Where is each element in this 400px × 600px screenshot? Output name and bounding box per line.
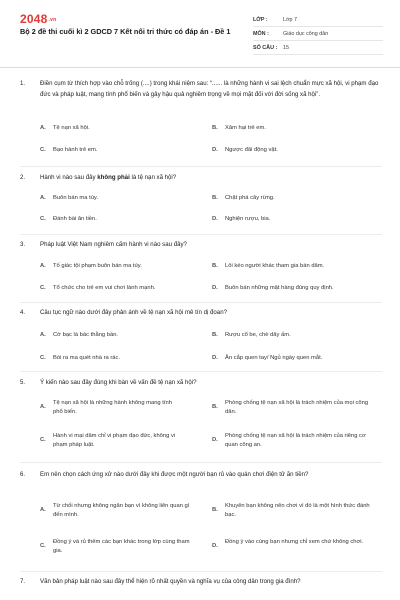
meta-value: Giáo dục công dân — [283, 30, 329, 37]
option-text: Bạo hành trẻ em. — [53, 147, 98, 153]
option-a[interactable] — [40, 124, 190, 133]
option-text: Tệ nạn xã hội là những hành không mang tính phổ biến. — [53, 400, 172, 415]
question-number: 6. — [20, 471, 26, 478]
option-letter: C. — [40, 147, 46, 153]
option-b[interactable] — [212, 124, 362, 133]
option-a[interactable] — [40, 194, 190, 203]
option-letter: D. — [212, 355, 218, 361]
option-letter: A. — [40, 125, 46, 131]
option-letter: A. — [40, 332, 46, 338]
meta-key: MÔN : — [253, 30, 269, 37]
question-number: 1. — [20, 80, 26, 87]
option-c[interactable] — [40, 215, 190, 224]
option-text: Cờ bạc là bác thằng bần. — [53, 332, 119, 338]
header — [0, 0, 400, 60]
question-text: Em nên chọn cách ứng xử nào dưới đây khi được một người bạn rủ vào quán chơi điện tử ăn tiền? — [40, 471, 309, 478]
question-text-part: là tệ nạn xã hội? — [129, 174, 177, 181]
option-text: Khuyên bạn không nên chơi vì đó là một hình thức đánh bạc. — [225, 503, 370, 518]
option-letter: A. — [40, 404, 46, 410]
option-letter: B. — [212, 404, 218, 410]
option-c[interactable] — [40, 538, 190, 555]
document-title: Bộ 2 đề thi cuối kì 2 GDCD 7 Kết nối tri thức có đáp án - Đề 1 — [20, 27, 231, 36]
option-c[interactable] — [40, 354, 190, 363]
option-letter: C. — [40, 216, 46, 222]
option-text: Bói ra ma quét nhà ra rác. — [53, 355, 121, 361]
question-divider — [20, 371, 382, 372]
option-text: Rượu cổ be, chè dây ấm. — [225, 332, 291, 338]
option-a[interactable] — [40, 502, 190, 519]
option-text: Đồng ý và rủ thêm các bạn khác trong lớp cùng tham gia. — [53, 539, 190, 554]
meta-value: Lớp 7 — [283, 16, 298, 23]
option-a[interactable] — [40, 262, 190, 271]
option-letter: A. — [40, 263, 46, 269]
meta-table — [253, 13, 383, 55]
option-text: Tổ chức cho trẻ em vui chơi lành mạnh. — [53, 285, 156, 291]
question-divider — [20, 302, 382, 303]
header-divider — [0, 67, 400, 68]
option-letter: B. — [212, 195, 218, 201]
option-text: Nghiện rượu, bia. — [225, 216, 271, 222]
option-letter: C. — [40, 285, 46, 291]
option-letter: D. — [212, 543, 218, 549]
option-a[interactable] — [40, 399, 182, 416]
question-divider — [20, 571, 382, 572]
option-letter: C. — [40, 437, 46, 443]
meta-row-subject — [253, 27, 383, 41]
option-d[interactable] — [212, 538, 372, 547]
option-b[interactable] — [212, 194, 362, 203]
option-text: Từ chối nhưng không ngăn bạn vì không liên quan gì đến mình. — [53, 503, 190, 518]
question-text — [40, 173, 382, 184]
option-a[interactable] — [40, 331, 190, 340]
question-3 — [20, 240, 382, 251]
option-text: Tố giác tội phạm buôn bán ma túy. — [53, 263, 142, 269]
option-letter: B. — [212, 332, 218, 338]
site-logo[interactable] — [20, 12, 56, 26]
question-number: 4. — [20, 309, 26, 316]
option-text: Buôn bán những mặt hàng đúng quy định. — [225, 285, 334, 291]
question-1 — [20, 79, 382, 100]
option-text: Lôi kéo người khác tham gia bán dâm. — [225, 263, 325, 269]
question-text: Văn bản pháp luật nào sau đây thể hiện rõ nhất quyền và nghĩa vụ của công dân trong gia đình? — [40, 578, 301, 585]
option-text: Đánh bài ăn tiền. — [53, 216, 97, 222]
question-5 — [20, 378, 382, 389]
option-text: Xâm hại trẻ em. — [225, 125, 266, 131]
question-divider — [20, 462, 382, 463]
option-letter: B. — [212, 263, 218, 269]
option-text: Tệ nạn xã hội. — [53, 125, 90, 131]
meta-key: LỚP : — [253, 16, 268, 23]
question-divider — [20, 166, 382, 167]
option-d[interactable] — [212, 215, 362, 224]
option-b[interactable] — [212, 262, 387, 271]
option-d[interactable] — [212, 432, 380, 449]
option-text: Phòng chống tệ nạn xã hội là trách nhiệm của riêng cơ quan công an. — [225, 433, 366, 448]
option-b[interactable] — [212, 399, 377, 416]
question-number: 7. — [20, 578, 26, 585]
question-6 — [20, 470, 382, 481]
option-letter: A. — [40, 195, 46, 201]
question-number: 2. — [20, 174, 26, 181]
question-7 — [20, 577, 382, 588]
question-text: Câu tục ngữ nào dưới đây phản ánh về tệ nạn xã hội mê tín dị đoan? — [40, 309, 227, 316]
option-letter: D. — [212, 216, 218, 222]
option-text: Ngược đãi động vật. — [225, 147, 278, 153]
option-letter: D. — [212, 147, 218, 153]
question-text: Điền cụm từ thích hợp vào chỗ trống (....) trong khái niệm sau: “...... là những hành vi sai lệch chuẩn mực xã hội, vi phạm đạo đức và pháp luật, mang tính phổ biến và gây hậu quả nghiêm trọng về mọi mặt đối với đời sống xã hội”. — [40, 80, 379, 98]
question-number: 5. — [20, 379, 26, 386]
option-c[interactable] — [40, 432, 182, 449]
question-4 — [20, 308, 382, 319]
meta-key: SỐ CÂU : — [253, 44, 278, 51]
question-text-emphasis: không phải — [97, 174, 130, 181]
option-c[interactable] — [40, 146, 190, 155]
meta-row-class — [253, 13, 383, 27]
option-text: Buôn bán ma túy. — [53, 195, 99, 201]
option-letter: B. — [212, 125, 218, 131]
question-number: 3. — [20, 241, 26, 248]
question-text-part: Hành vi nào sau đây — [40, 174, 98, 181]
option-text: Hành vi mại dâm chỉ vi phạm đạo đức, không vi phạm pháp luật. — [53, 433, 176, 448]
option-b[interactable] — [212, 502, 372, 519]
option-letter: D. — [212, 285, 218, 291]
option-text: Ăn cắp quen tay/ Ngủ ngày quen mắt. — [225, 355, 323, 361]
option-d[interactable] — [212, 284, 387, 293]
option-letter: A. — [40, 507, 46, 513]
option-c[interactable] — [40, 284, 205, 293]
question-divider — [20, 234, 382, 235]
meta-row-count — [253, 41, 383, 55]
logo-suffix: .vn — [48, 16, 57, 23]
question-text: Pháp luật Việt Nam nghiêm cấm hành vi nào sau đây? — [40, 241, 187, 248]
option-text: Phòng chống tệ nạn xã hội là trách nhiệm của mọi công dân. — [225, 400, 369, 415]
option-text: Đồng ý vào cùng bạn nhưng chỉ xem chứ không chơi. — [225, 539, 364, 545]
option-text: Chặt phá cây rừng. — [225, 195, 275, 201]
option-letter: B. — [212, 507, 218, 513]
meta-value: 15 — [283, 44, 289, 51]
question-2 — [20, 173, 382, 184]
option-letter: C. — [40, 355, 46, 361]
option-letter: C. — [40, 543, 46, 549]
option-b[interactable] — [212, 331, 362, 340]
logo-text: 2048 — [20, 12, 48, 26]
option-d[interactable] — [212, 146, 362, 155]
question-text: Ý kiến nào sau đây đúng khi bàn về vấn đề tệ nạn xã hội? — [40, 379, 197, 386]
option-d[interactable] — [212, 354, 387, 363]
option-letter: D. — [212, 437, 218, 443]
